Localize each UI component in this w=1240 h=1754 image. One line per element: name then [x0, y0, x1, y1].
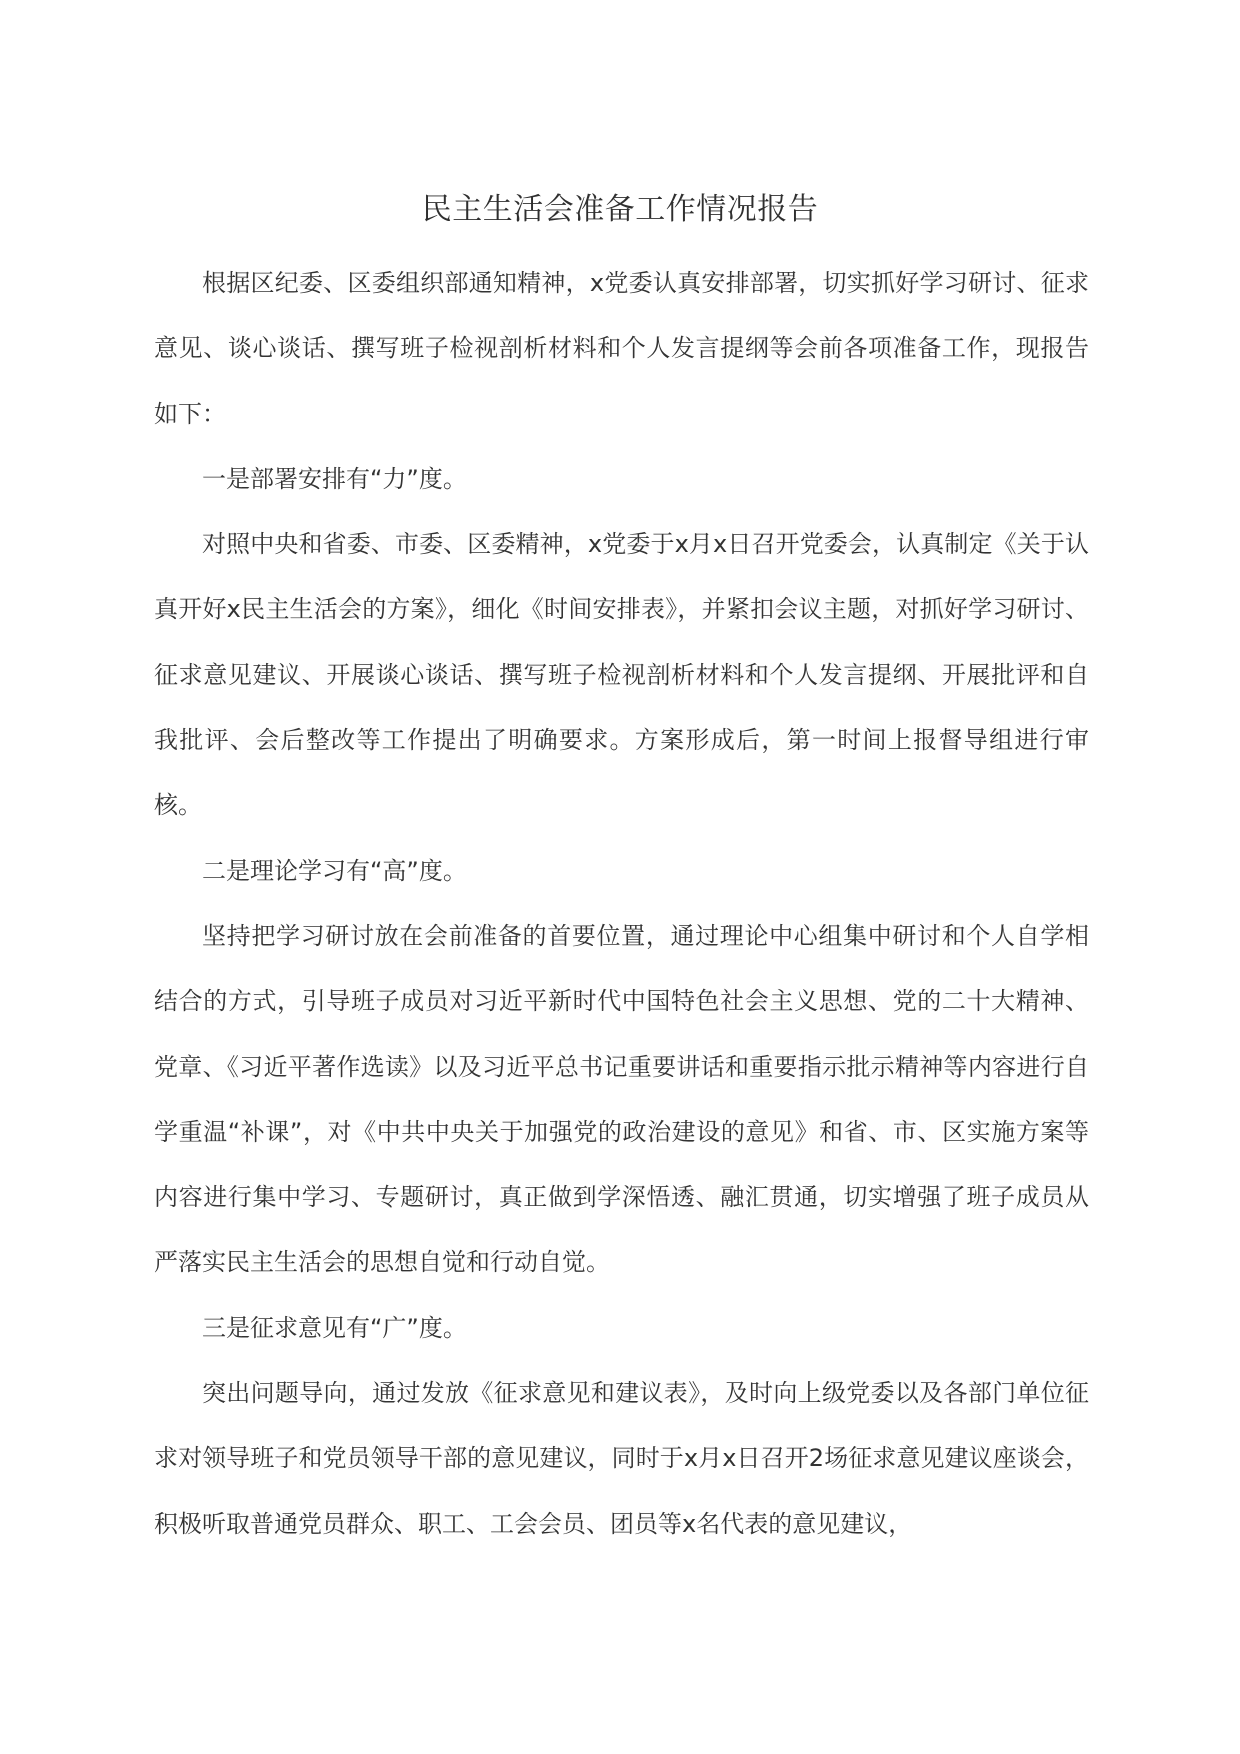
document-body	[154, 251, 1089, 1557]
paragraph-opinion-solicitation: 突出问题导向，通过发放《征求意见和建议表》，及时向上级党委以及各部门单位征求对领导班子和党员领导干部的意见建议，同时于x月x日召开2场征求意见建议座谈会，积极听取普通党员群众、职工、工会会员、团员等x名代表的意见建议，	[154, 1379, 1089, 1538]
heading-opinion-solicitation: 三是征求意见有“广”度。	[202, 1313, 467, 1342]
document-title: 民主生活会准备工作情况报告	[421, 192, 819, 227]
paragraph-theory-study: 坚持把学习研讨放在会前准备的首要位置，通过理论中心组集中研讨和个人自学相结合的方式，引导班子成员对习近平新时代中国特色社会主义思想、党的二十大精神、党章、《习近平著作选读》以及习近平总书记重要讲话和重要指示批示精神等内容进行自学重温“补课”，对《中共中央关于加强党的政治建设的意见》和省、市、区实施方案等内容进行集中学习、专题研讨，真正做到学深悟透、融汇贯通，切实增强了班子成员从严落实民主生活会的思想自觉和行动自觉。	[154, 921, 1089, 1277]
heading-deployment: 一是部署安排有“力”度。	[202, 464, 467, 493]
paragraph-deployment: 对照中央和省委、市委、区委精神，x党委于x月x日召开党委会，认真制定《关于认真开好x民主生活会的方案》，细化《时间安排表》，并紧扣会议主题，对抓好学习研讨、征求意见建议、开展谈心谈话、撰写班子检视剖析材料和个人发言提纲、开展批评和自我批评、会后整改等工作提出了明确要求。方案形成后，第一时间上报督导组进行审核。	[154, 530, 1089, 820]
heading-theory-study: 二是理论学习有“高”度。	[202, 856, 467, 885]
paragraph-intro: 根据区纪委、区委组织部通知精神，x党委认真安排部署，切实抓好学习研讨、征求意见、谈心谈话、撰写班子检视剖析材料和个人发言提纲等会前各项准备工作，现报告如下：	[154, 269, 1089, 428]
